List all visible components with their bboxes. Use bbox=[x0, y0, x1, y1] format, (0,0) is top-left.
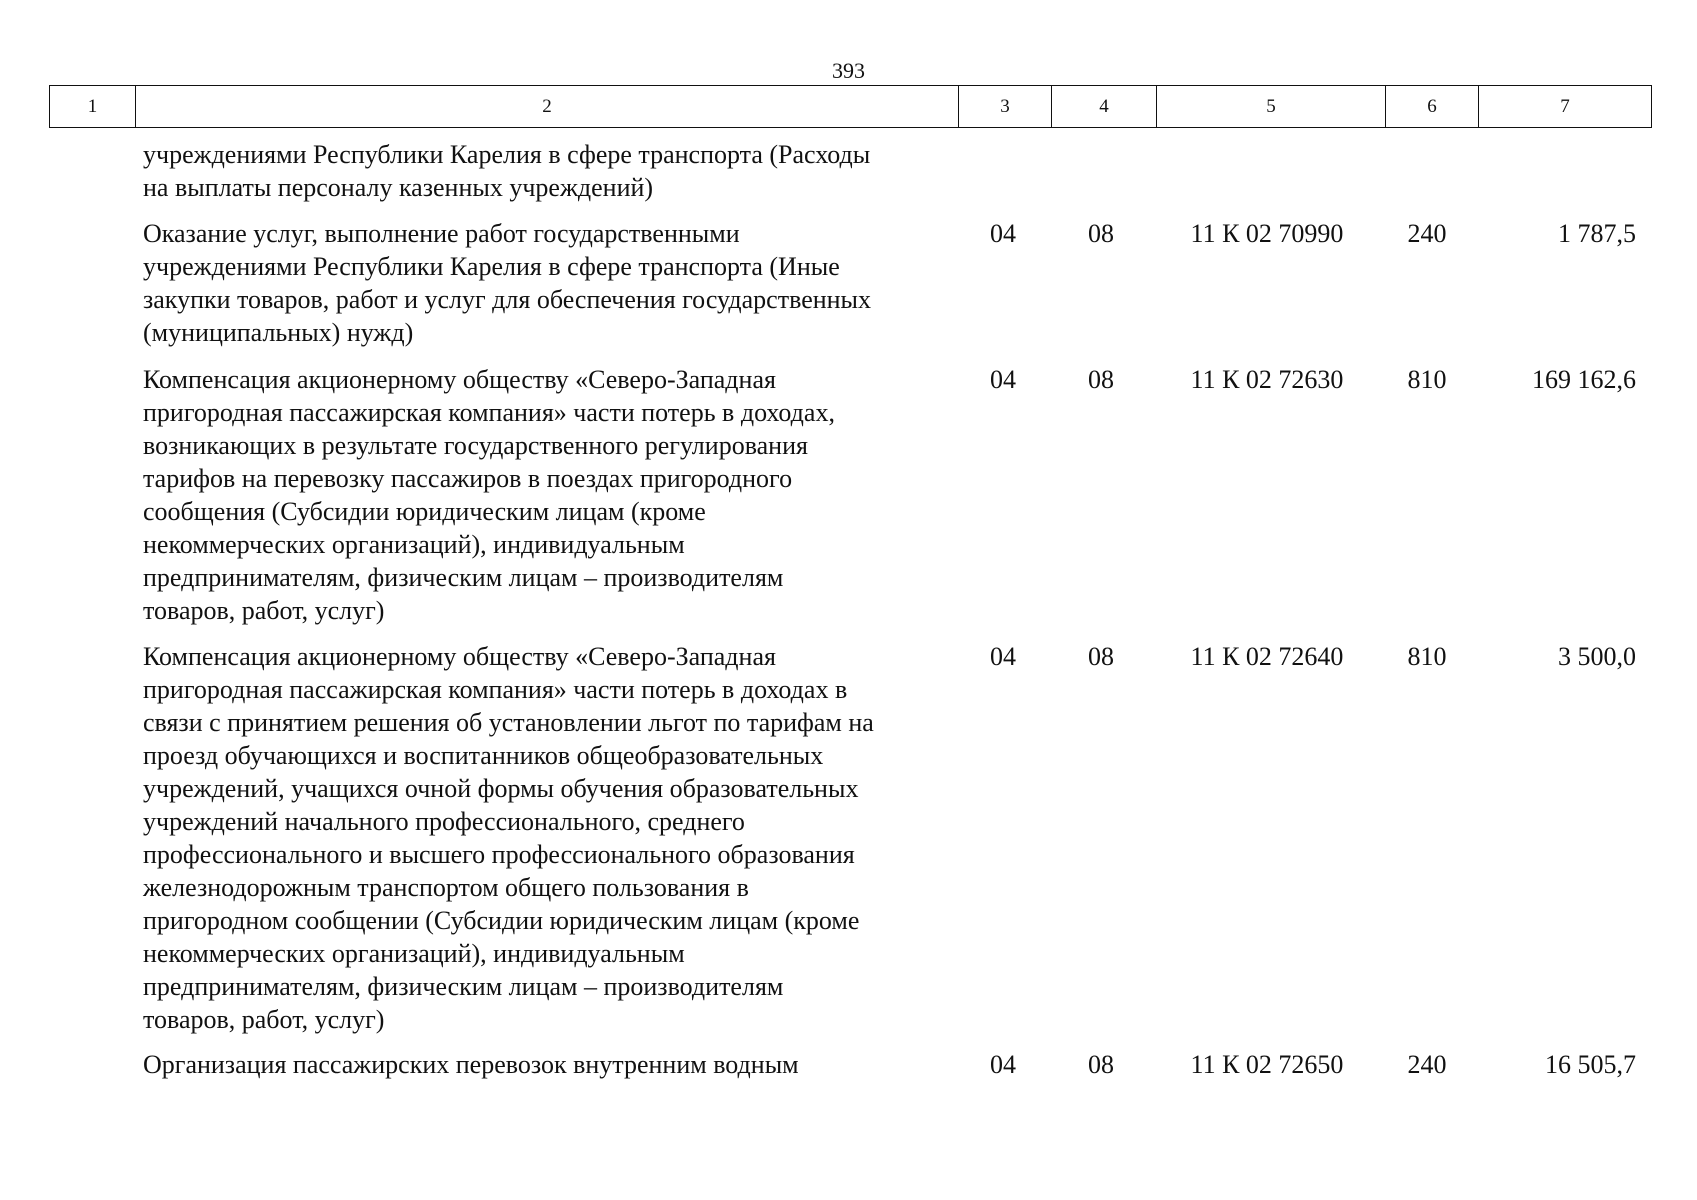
row-subsection: 08 bbox=[1088, 1050, 1114, 1079]
row-section: 04 bbox=[990, 365, 1016, 394]
row-description: Компенсация акционерному обществу «Северо-Западная пригородная пассажирская компания» части потерь в доходах, возникающих в результате государственного регулирования тарифов на перевозку пассажиров в поездах пригородного сообщения (Субсидии юридическим лицам (кроме некоммерческих организаций), индивидуальным предпринимателям, физическим лицам – производителям товаров, работ, услуг) bbox=[143, 365, 835, 625]
column-header-5: 5 bbox=[1157, 86, 1386, 128]
row-description: учреждениями Республики Карелия в сфере транспорта (Расходы на выплаты персоналу казенных учреждений) bbox=[143, 140, 871, 202]
column-header-7: 7 bbox=[1479, 86, 1652, 128]
column-header-4: 4 bbox=[1052, 86, 1157, 128]
row-section: 04 bbox=[990, 1050, 1016, 1079]
column-header-table bbox=[49, 85, 1652, 128]
row-description: Организация пассажирских перевозок внутренним водным bbox=[143, 1050, 799, 1079]
row-subsection: 08 bbox=[1088, 219, 1114, 248]
row-expense-type: 810 bbox=[1407, 365, 1447, 394]
row-target-code: 11 К 02 72650 bbox=[1190, 1050, 1344, 1079]
column-header-row bbox=[50, 86, 1652, 128]
row-expense-type: 240 bbox=[1407, 1050, 1447, 1079]
column-header-2: 2 bbox=[136, 86, 959, 128]
row-amount: 3 500,0 bbox=[1558, 642, 1636, 671]
row-amount: 169 162,6 bbox=[1532, 365, 1636, 394]
column-header-1: 1 bbox=[50, 86, 136, 128]
row-target-code: 11 К 02 72630 bbox=[1190, 365, 1344, 394]
row-expense-type: 810 bbox=[1407, 642, 1447, 671]
row-section: 04 bbox=[990, 219, 1016, 248]
row-description: Компенсация акционерному обществу «Северо-Западная пригородная пассажирская компания» части потерь в доходах в связи с принятием решения об установлении льгот по тарифам на проезд обучающихся и воспитанников общеобразовательных учреждений, учащихся очной формы обучения образовательных учреждений начального профессионального, среднего профессионального и высшего профессионального образования железнодорожным транспортом общего пользования в пригородном сообщении (Субсидии юридическим лицам (кроме некоммерческих организаций), индивидуальным предпринимателям, физическим лицам – производителям товаров, работ, услуг) bbox=[143, 642, 874, 1034]
row-expense-type: 240 bbox=[1407, 219, 1447, 248]
row-description: Оказание услуг, выполнение работ государственными учреждениями Республики Карелия в сфере транспорта (Иные закупки товаров, работ и услуг для обеспечения государственных (муниципальных) нужд) bbox=[143, 219, 872, 347]
column-header-6: 6 bbox=[1386, 86, 1479, 128]
row-subsection: 08 bbox=[1088, 642, 1114, 671]
page-number: 393 bbox=[832, 58, 865, 83]
column-header-3: 3 bbox=[959, 86, 1052, 128]
row-target-code: 11 К 02 72640 bbox=[1190, 642, 1344, 671]
row-amount: 16 505,7 bbox=[1545, 1050, 1636, 1079]
row-section: 04 bbox=[990, 642, 1016, 671]
row-target-code: 11 К 02 70990 bbox=[1190, 219, 1344, 248]
row-amount: 1 787,5 bbox=[1558, 219, 1636, 248]
row-subsection: 08 bbox=[1088, 365, 1114, 394]
